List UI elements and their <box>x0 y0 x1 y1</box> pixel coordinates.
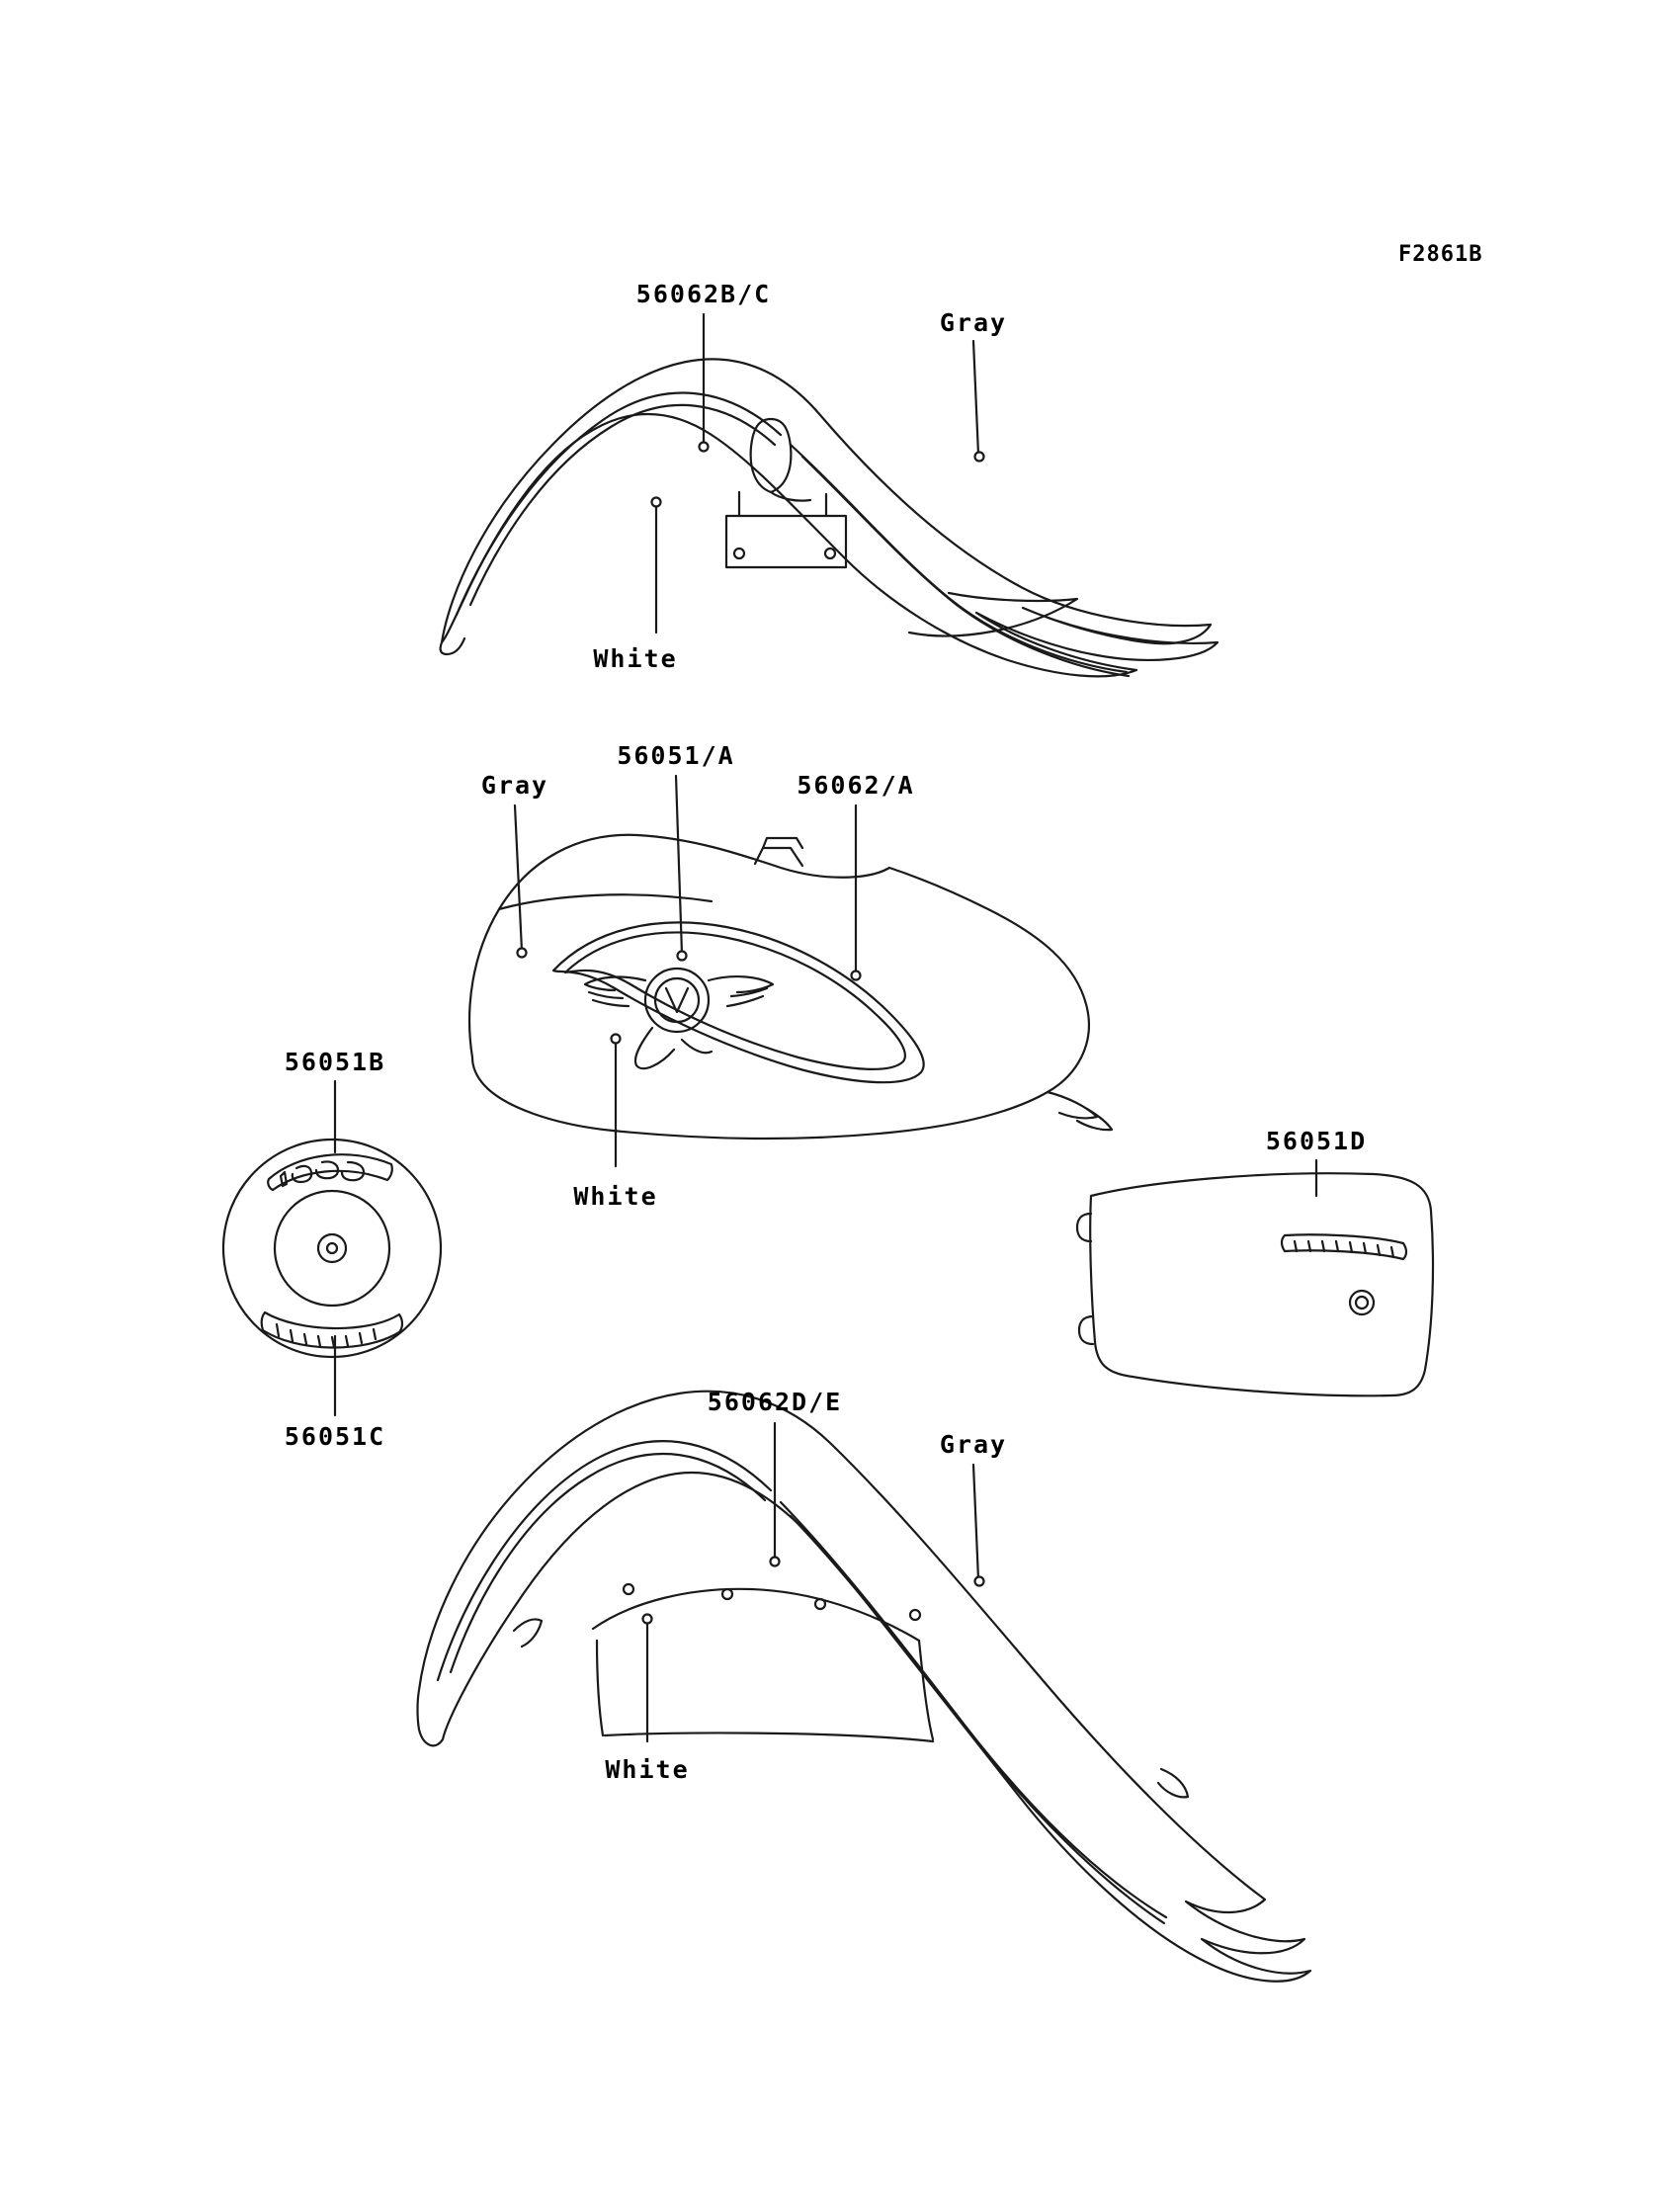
label-tank-white: White <box>573 1182 658 1211</box>
sheet-code: F2861B <box>1398 242 1483 267</box>
side-cover-part <box>1077 1173 1433 1395</box>
label-front-fender-white: White <box>593 644 678 673</box>
label-rear-fender-gray: Gray <box>939 1430 1008 1459</box>
rear-fender-leaders <box>643 1423 984 1741</box>
rear-fender-part <box>418 1392 1311 1982</box>
cap-1500-mark <box>268 1154 392 1190</box>
label-tank-emblem: 56051/A <box>617 741 735 770</box>
cap-kawasaki-mark <box>262 1312 402 1348</box>
label-rear-fender-decal: 56062D/E <box>707 1388 843 1416</box>
label-front-fender-decal: 56062B/C <box>635 280 772 308</box>
label-tank-stripe: 56062/A <box>797 771 915 800</box>
side-cover-5speed-mark <box>1282 1234 1406 1259</box>
label-fuel-cap-mark-bottom: 56051C <box>284 1422 386 1451</box>
tank-v-emblem <box>585 969 773 1068</box>
fuel-cap-part <box>223 1140 441 1357</box>
label-front-fender-gray: Gray <box>939 308 1008 337</box>
label-tank-gray: Gray <box>480 771 549 800</box>
label-rear-fender-white: White <box>605 1755 690 1784</box>
front-fender-part <box>441 359 1218 676</box>
fuel-tank-part <box>469 835 1112 1139</box>
label-side-cover-mark: 56051D <box>1265 1127 1368 1155</box>
label-fuel-cap-mark-top: 56051B <box>284 1048 386 1076</box>
